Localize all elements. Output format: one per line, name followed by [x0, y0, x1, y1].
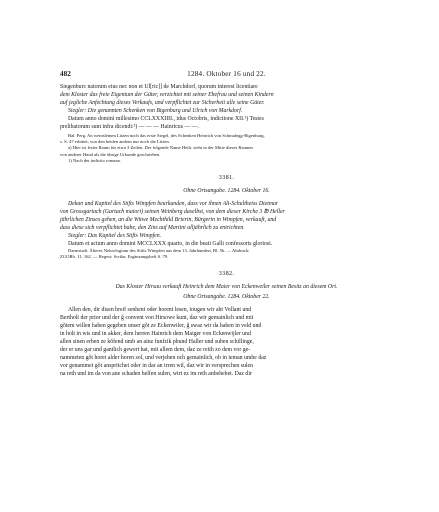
- text-line: nammeten gǒt horet alder horen sol, und verjehen och gemainlich, ob in ieman umbe daz: [60, 355, 267, 362]
- text-line: in holt in wis und in akker, dem herren Hainrich dem Maiger von Eckenwijler und: [60, 331, 251, 338]
- notes-block: [60, 133, 393, 164]
- note-line: ZGORh. 11, 162. — Regest: Scriba, Ergänzungsheft S. 79.: [60, 254, 169, 260]
- text-line: Siegenburc natorum eius nec non et Ul[ric]] de Marchdorf, quorum interest licentiare: [60, 84, 258, 90]
- footnote-1: 1) Nach der indictio romana.: [68, 157, 121, 163]
- page-number: 482: [60, 70, 71, 78]
- note-line: Bal. Perg. An weinsleinen Litzen noch das erste Siegel, des Schenken Heinrich von Schmalegg-Bigenburg,: [68, 133, 265, 138]
- datum-line: Datum anno domini millesimo CCLXXXIIII., idus Octobris, indictione XII.¹) Testes: [68, 116, 264, 122]
- text-line: gǒtem willen haben gegeben unser gǒt ze Eckenwiler, ǧ swaz wir da haben in veld und: [60, 323, 262, 330]
- note-line: s. S. 47 erbittet, von den beiden andern nur noch die Litzen.: [60, 139, 170, 145]
- document-number: 3381.: [218, 174, 235, 182]
- page-header: [60, 70, 393, 78]
- text-line: vor genammet gǒt anspriichet oder in dar an irren wil, daz wir in versprechen sulen: [60, 363, 254, 370]
- siegler-line: Siegler: Die genannten Schenken von Bigenburg und Ulrich von Markdorf.: [68, 108, 243, 114]
- document-number: 3382.: [218, 270, 235, 278]
- datum-line: Datum et actum anno domini MCCLXXX quarto, in die beati Galli confessoris gloriosi.: [68, 241, 273, 248]
- text-line: na reth und im da von ane schaden helfen sulen, wirt ez im reth anbehebet. Daz dir: [60, 371, 252, 378]
- text-line: Allen den, dir disen breif senhent oder horent lesen, tougen wir abt Vollant und: [68, 307, 252, 314]
- footnote-a-cont: von anderer Hand als die übrige Urkunde geschrieben.: [60, 151, 161, 157]
- note-line: Darmstadt. Älteres Nekrologium des Stifts Wimpfen aus dem 13. Jahrhundert, Bl. 5b. — Abdruck:: [68, 248, 250, 254]
- regest-line: jährlichen Zinses gehen, an die Witwe Mechthild Brierin, Bürgerin in Wimpfen, verkauft, und: [60, 217, 277, 224]
- regest-line: dass diese sich verpflichtet habe, den Zins auf Martini alljährlich zu entrichten.: [60, 225, 245, 232]
- regest-line: von Grossgartach (Gartach maiori) seinen Weinberg daselbst, von dem dieser Kirche 3 ℔ Heller: [60, 209, 285, 216]
- place-date: Ohne Ortsangabe. 1284. Oktober 22.: [183, 294, 270, 301]
- text-line: Bertholt der prior und der ǧ convent von Hirsowe kunt, daz wir gemainlich und mit: [60, 315, 254, 322]
- text-line: allen sinen erben ze kǒfend umb an ainz funfzik phund Haller und suben schillinge,: [60, 339, 254, 346]
- regest-line: Dekan und Kapitel des Stifts Wimpfen beurkunden, dass vor ihnen Alt-Schultheiss Dietmar: [68, 201, 279, 208]
- document-3381: [60, 174, 393, 260]
- place-date: Ohne Ortsangabe. 1284. Oktober 16.: [183, 188, 270, 195]
- siegler-line: Siegler: Das Kapitel des Stifts Wimpfen.: [68, 233, 162, 240]
- text-line: der er uns gar und gantlich gewert hat, mit allem dem, daz ze reith zo dem vor ge-: [60, 347, 251, 354]
- document-3382: [60, 270, 393, 378]
- document-text: [60, 306, 393, 378]
- headline: Das Kloster Hirsau verkauft Heinrich dem Maier von Eckenweiler seinen Besitz an diesem Ort.: [115, 284, 338, 291]
- text-line: auf jegliche Anfechtung dieses Verkaufs, und verpflichtet zur Sicherheit alle seine Güter.: [60, 100, 265, 106]
- footnote-a: a) Hier ist freier Raum für etwa 3 Zeilen. Der folgende Name Heilr. steht in der Mitte dieses Raumes: [68, 145, 254, 151]
- datum-line: prelibatorum sunt infra dicendi:²) — — — Hainricus — —.: [60, 124, 199, 130]
- text-line: dem Kloster das freie Eigentum der Güter, verzichtet mit seiner Ehefrau und seinen Kindern: [60, 92, 274, 98]
- continued-document: [60, 83, 393, 131]
- running-title: 1284. Oktober 16 und 22.: [187, 70, 266, 78]
